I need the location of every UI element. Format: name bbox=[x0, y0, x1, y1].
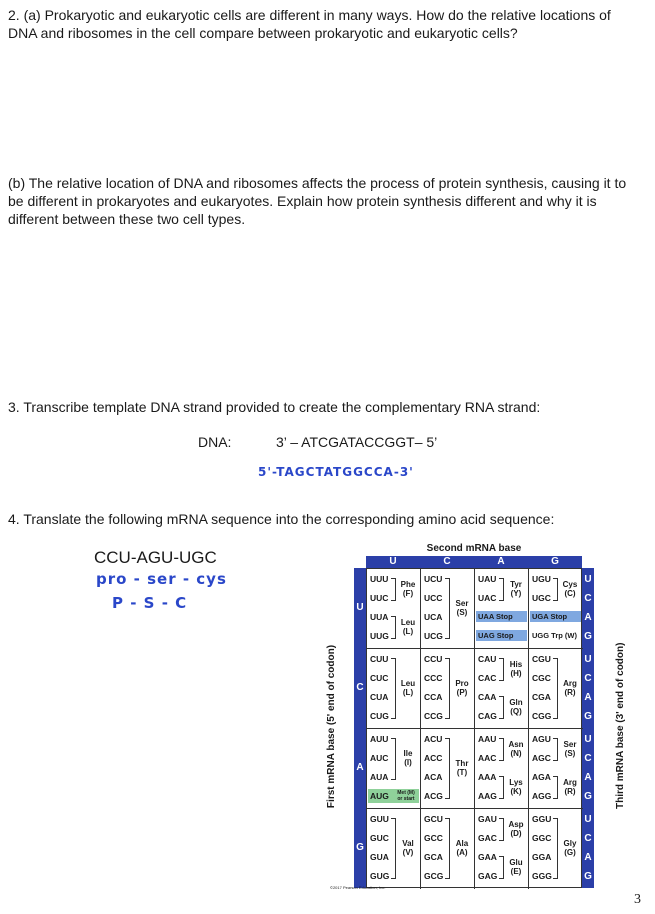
amino-acid-abbr: (E) bbox=[510, 866, 522, 876]
question-2a: 2. (a) Prokaryotic and eukaryotic cells are different in many ways. How do the relative locations of DNA and ribosomes in the cell compare between prokaryotic and eukaryotic cells? bbox=[8, 7, 611, 41]
third-base-letter: A bbox=[584, 612, 592, 623]
codon-cell bbox=[421, 729, 475, 809]
amino-acid-name: Gln bbox=[509, 697, 523, 707]
amino-acid-abbr: or start bbox=[397, 796, 415, 802]
codon-label: GUC bbox=[370, 833, 389, 843]
codon-label: UGC bbox=[532, 593, 551, 603]
amino-acid-name: Ala bbox=[455, 838, 469, 848]
codon-cell bbox=[367, 649, 421, 729]
codon-cell bbox=[529, 809, 583, 889]
amino-acid-name: Pro bbox=[455, 678, 469, 688]
amino-acid-name: Leu bbox=[400, 678, 416, 688]
amino-acid-abbr: (P) bbox=[456, 687, 468, 697]
amino-acid-abbr: (C) bbox=[564, 588, 576, 598]
codon-label: CCC bbox=[424, 673, 443, 683]
codon-label: GCG bbox=[424, 871, 444, 881]
codon-cell bbox=[367, 729, 421, 809]
codon-label: CGG bbox=[532, 711, 552, 721]
second-base-g: G bbox=[551, 556, 559, 567]
amino-acid-abbr: (N) bbox=[510, 748, 522, 758]
amino-acid-name: Phe bbox=[400, 579, 416, 589]
codon-label: CAG bbox=[478, 711, 497, 721]
second-base-u: U bbox=[389, 556, 397, 567]
amino-acid-abbr: (H) bbox=[510, 668, 522, 678]
copyright-credit: ©2017 Pearson Education, Inc. bbox=[330, 885, 386, 890]
codon-label: ACA bbox=[424, 772, 443, 782]
amino-acid-name: Ser bbox=[455, 598, 469, 608]
first-base-letter: U bbox=[356, 602, 364, 613]
codon-label: GGG bbox=[532, 871, 552, 881]
amino-acid-abbr: (D) bbox=[510, 828, 522, 838]
amino-acid-name: Ser bbox=[563, 739, 577, 749]
codon-label: CAA bbox=[478, 692, 497, 702]
amino-acid-name: Leu bbox=[400, 617, 416, 627]
amino-acid-abbr: (T) bbox=[456, 767, 468, 777]
amino-acid-name: Lys bbox=[509, 777, 523, 787]
codon-label: UUC bbox=[370, 593, 389, 603]
amino-acid-abbr: (Q) bbox=[510, 706, 522, 716]
dna-label: DNA: bbox=[198, 434, 232, 450]
first-base-letter: A bbox=[356, 762, 364, 773]
codon-label: GAG bbox=[478, 871, 498, 881]
codon-cell bbox=[367, 809, 421, 889]
third-base-letter: U bbox=[584, 574, 592, 585]
codon-cell bbox=[475, 809, 529, 889]
third-base-letter: C bbox=[584, 833, 592, 844]
codon-label: AAC bbox=[478, 753, 497, 763]
page-number: 3 bbox=[634, 892, 641, 907]
codon-label: AGA bbox=[532, 772, 551, 782]
codon-label: GGU bbox=[532, 814, 552, 824]
codon-label: GUA bbox=[370, 852, 389, 862]
codon-label: UAG Stop bbox=[478, 631, 514, 640]
amino-acid-abbr: (F) bbox=[402, 588, 414, 598]
codon-grid bbox=[366, 568, 582, 888]
codon-cell bbox=[367, 569, 421, 649]
amino-acid-name: Gly bbox=[563, 838, 577, 848]
codon-cell bbox=[529, 649, 583, 729]
codon-cell bbox=[529, 729, 583, 809]
amino-acid-abbr: (L) bbox=[402, 687, 414, 697]
codon-label: CCG bbox=[424, 711, 443, 721]
codon-label: UAU bbox=[478, 574, 497, 584]
third-base-letter: G bbox=[584, 791, 592, 802]
codon-label: AUG bbox=[370, 791, 389, 801]
codon-label: AAA bbox=[478, 772, 497, 782]
amino-acid-name: Met (M) bbox=[397, 790, 415, 796]
answer-amino-acids: pro - ser - cys bbox=[96, 570, 227, 588]
codon-label: UUG bbox=[370, 631, 389, 641]
codon-label: UCU bbox=[424, 574, 443, 584]
third-base-label: Third mRNA base (3' end of codon) bbox=[615, 642, 626, 809]
rna-answer: 5'-TAGCTATGGCCA-3' bbox=[258, 465, 414, 479]
third-base-letter: A bbox=[584, 852, 592, 863]
codon-label: AAG bbox=[478, 791, 497, 801]
codon-label: CAU bbox=[478, 654, 497, 664]
codon-label: CCA bbox=[424, 692, 443, 702]
codon-label: GCC bbox=[424, 833, 443, 843]
codon-label: UGG Trp (W) bbox=[532, 631, 577, 640]
codon-label: AUU bbox=[370, 734, 389, 744]
amino-acid-abbr: (V) bbox=[402, 847, 414, 857]
first-base-letter: C bbox=[356, 682, 364, 693]
third-base-letter: C bbox=[584, 593, 592, 604]
codon-label: CUC bbox=[370, 673, 389, 683]
codon-cell bbox=[475, 569, 529, 649]
codon-label: GUG bbox=[370, 871, 390, 881]
codon-label: UUA bbox=[370, 612, 389, 622]
third-base-letter: G bbox=[584, 711, 592, 722]
codon-label: AUC bbox=[370, 753, 389, 763]
third-base-letter: A bbox=[584, 692, 592, 703]
amino-acid-name: Cys bbox=[562, 579, 578, 589]
third-base-letter: U bbox=[584, 734, 592, 745]
codon-cell bbox=[421, 569, 475, 649]
amino-acid-name: Arg bbox=[563, 678, 577, 688]
first-base-column bbox=[354, 568, 366, 888]
codon-label: AGU bbox=[532, 734, 551, 744]
codon-label: CUU bbox=[370, 654, 389, 664]
codon-label: UCA bbox=[424, 612, 443, 622]
codon-cell bbox=[475, 649, 529, 729]
amino-acid-abbr: (L) bbox=[402, 626, 414, 636]
question-4: 4. Translate the following mRNA sequence into the corresponding amino acid sequence: bbox=[8, 511, 555, 527]
amino-acid-name: Arg bbox=[563, 777, 577, 787]
codon-label: CGU bbox=[532, 654, 551, 664]
codon-label: UCC bbox=[424, 593, 443, 603]
codon-label: CAC bbox=[478, 673, 497, 683]
codon-label: GAU bbox=[478, 814, 497, 824]
codon-cell bbox=[529, 569, 583, 649]
amino-acid-name: His bbox=[509, 659, 523, 669]
codon-label: ACU bbox=[424, 734, 443, 744]
codon-cell bbox=[421, 649, 475, 729]
codon-label: ACC bbox=[424, 753, 443, 763]
codon-label: UAC bbox=[478, 593, 497, 603]
codon-label: UGU bbox=[532, 574, 551, 584]
second-base-title: Second mRNA base bbox=[426, 543, 522, 554]
codon-label: AAU bbox=[478, 734, 497, 744]
codon-table bbox=[326, 543, 635, 893]
codon-label: UGA Stop bbox=[532, 612, 568, 621]
dna-sequence: 3’ – ATCGATACCGGT– 5’ bbox=[276, 434, 438, 450]
first-base-letter: G bbox=[356, 842, 364, 853]
third-base-letter: G bbox=[584, 871, 592, 882]
mrna-sequence: CCU-AGU-UGC bbox=[94, 548, 217, 567]
amino-acid-name: Ile bbox=[403, 749, 413, 758]
codon-label: AGC bbox=[532, 753, 551, 763]
codon-label: GGA bbox=[532, 852, 552, 862]
amino-acid-abbr: (K) bbox=[510, 786, 522, 796]
amino-acid-abbr: (S) bbox=[564, 748, 576, 758]
codon-label: GAC bbox=[478, 833, 497, 843]
third-base-letter: C bbox=[584, 753, 592, 764]
codon-label: GCU bbox=[424, 814, 443, 824]
third-base-letter: G bbox=[584, 631, 592, 642]
codon-label: GAA bbox=[478, 852, 497, 862]
codon-label: ACG bbox=[424, 791, 443, 801]
codon-label: CCU bbox=[424, 654, 443, 664]
codon-cell bbox=[421, 809, 475, 889]
amino-acid-name: Asp bbox=[508, 819, 524, 829]
codon-label: UUU bbox=[370, 574, 389, 584]
codon-label: AGG bbox=[532, 791, 552, 801]
codon-label: CGC bbox=[532, 673, 551, 683]
amino-acid-abbr: (S) bbox=[456, 607, 468, 617]
amino-acid-name: Tyr bbox=[510, 579, 522, 589]
third-base-letter: C bbox=[584, 673, 592, 684]
amino-acid-abbr: (A) bbox=[456, 847, 468, 857]
codon-label: UCG bbox=[424, 631, 443, 641]
codon-label: GCA bbox=[424, 852, 443, 862]
third-base-letter: U bbox=[584, 654, 592, 665]
amino-acid-abbr: (I) bbox=[404, 758, 412, 767]
codon-label: AUA bbox=[370, 772, 389, 782]
question-3: 3. Transcribe template DNA strand provided to create the complementary RNA strand: bbox=[8, 399, 541, 415]
answer-letters: P - S - C bbox=[112, 594, 188, 612]
codon-label: UAA Stop bbox=[478, 612, 513, 621]
codon-label: CUG bbox=[370, 711, 389, 721]
codon-label: CGA bbox=[532, 692, 551, 702]
third-base-letter: U bbox=[584, 814, 592, 825]
amino-acid-abbr: (R) bbox=[564, 786, 576, 796]
second-base-header bbox=[366, 556, 582, 568]
second-base-c: C bbox=[443, 556, 451, 567]
codon-label: GUU bbox=[370, 814, 389, 824]
second-base-a: A bbox=[497, 556, 505, 567]
amino-acid-name: Asn bbox=[508, 739, 524, 749]
amino-acid-name: Thr bbox=[455, 758, 469, 768]
codon-label: CUA bbox=[370, 692, 389, 702]
codon-cell bbox=[475, 729, 529, 809]
amino-acid-abbr: (G) bbox=[564, 847, 576, 857]
amino-acid-name: Val bbox=[402, 838, 414, 848]
third-base-letter: A bbox=[584, 772, 592, 783]
first-base-label: First mRNA base (5' end of codon) bbox=[326, 644, 338, 809]
amino-acid-abbr: (R) bbox=[564, 687, 576, 697]
amino-acid-abbr: (Y) bbox=[510, 588, 522, 598]
question-2b: (b) The relative location of DNA and ribosomes affects the process of protein synthesis, causing it to be different in prokaryotes and eukaryotes. Explain how protein synthesis different and why it is different between these two cell types. bbox=[8, 175, 627, 227]
codon-label: GGC bbox=[532, 833, 552, 843]
amino-acid-name: Glu bbox=[509, 857, 523, 867]
